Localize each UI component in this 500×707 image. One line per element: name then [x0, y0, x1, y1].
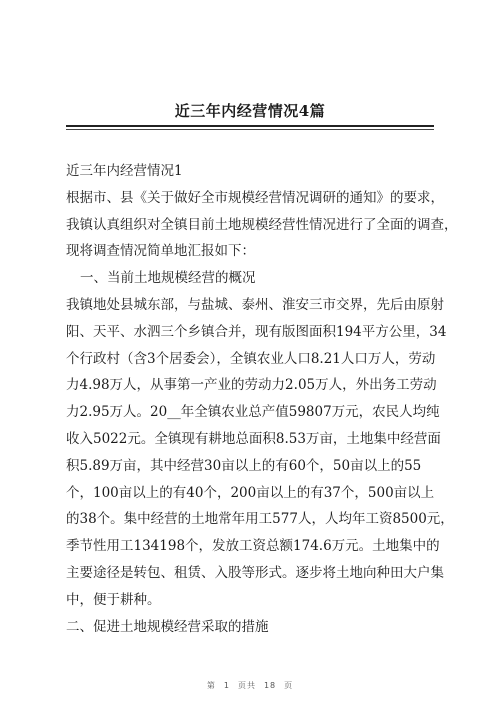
section-heading: 近三年内经营情况1 [66, 163, 183, 179]
footer-middle: 页共 [237, 681, 256, 690]
paragraph-line: 力2.95万人。20__年全镇农业总产值59807万元，农民人均纯 [66, 404, 440, 421]
paragraph-line: 的38个。集中经营的土地常年用工577人，人均年工资8500元， [66, 511, 454, 528]
title-rule [66, 125, 434, 127]
page-footer [0, 680, 500, 691]
paragraph-line: 根据市、县《关于做好全市规模经营情况调研的通知》的要求， [66, 189, 444, 206]
paragraph-line: 主要途径是转包、租赁、入股等形式。逐步将土地向种田大户集 [66, 564, 444, 581]
paragraph-line: 个行政村（含3个居委会），全镇农业人口8.21人口万人，劳动 [66, 350, 436, 367]
paragraph-line: 个，100亩以上的有40个，200亩以上的有37个，500亩以上 [66, 484, 435, 501]
footer-page-number: 1 [223, 681, 230, 690]
paragraph-line: 季节性用工134198个，发放工资总额174.6万元。土地集中的 [66, 538, 440, 555]
title-rule-thin [66, 129, 434, 130]
paragraph-line: 阳、天平、水泗三个乡镇合并，现有版图面积194平方公里，34 [66, 323, 447, 340]
paragraph-line: 中，便于耕种。 [66, 591, 161, 608]
document-title: 近三年内经营情况4篇 [174, 102, 326, 120]
paragraph-line: 积5.89万亩，其中经营30亩以上的有60个，50亩以上的55 [66, 457, 422, 474]
paragraph-line: 力4.98万人，从事第一产业的劳动力2.05万人，外出务工劳动 [66, 377, 437, 394]
subsection-heading: 二、促进土地规模经营采取的措施 [66, 618, 269, 635]
paragraph-line: 我镇地处县城东部，与盐城、泰州、淮安三市交界，先后由原射 [66, 296, 444, 313]
subsection-heading: 一、当前土地规模经营的概况 [80, 270, 256, 287]
footer-prefix: 第 [206, 681, 216, 690]
footer-total-pages: 18 [263, 681, 277, 690]
paragraph-line: 现将调查情况简单地汇报如下： [66, 243, 255, 260]
paragraph-line: 收入5022元。全镇现有耕地总面积8.53万亩，土地集中经营面 [66, 430, 441, 447]
paragraph-line: 我镇认真组织对全镇目前土地规模经营性情况进行了全面的调查， [66, 216, 458, 233]
footer-suffix: 页 [284, 681, 294, 690]
document-body [66, 158, 458, 640]
